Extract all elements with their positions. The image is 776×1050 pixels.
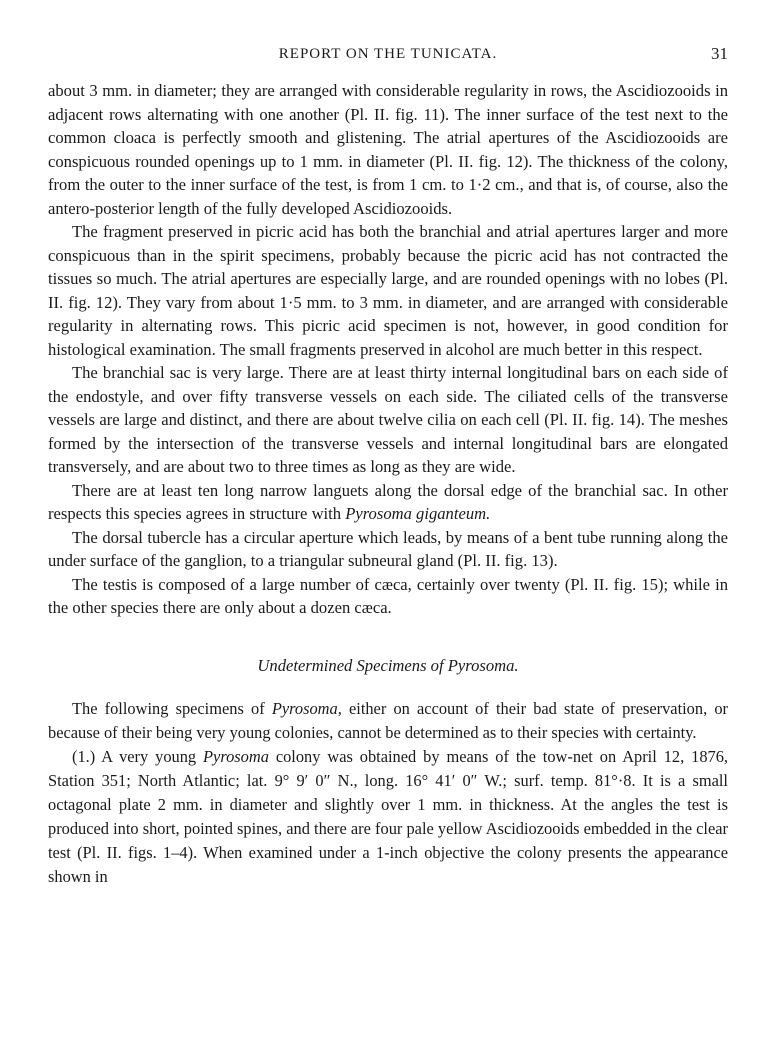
running-head	[48, 44, 728, 66]
section-heading	[48, 654, 728, 678]
paragraph-languets	[48, 479, 728, 526]
species-name: Pyrosoma giganteum.	[345, 504, 491, 523]
specimen-1-text-post: colony was obtained by means of the tow-net on April 12, 1876, Station 351; North Atlantic; lat. 9° 9′ 0″ N., long. 16° 41′ 0″ W.; surf. temp. 81°·8. It is a small octagonal plate 2 mm. in diameter and slightly over 1 mm. in thickness. At the angles the test is produced into short, pointed spines, and there are four pale yellow Ascidiozooids embedded in the clear test (Pl. II. figs. 1–4). When examined under a 1-inch objective the colony presents the appearance shown in	[48, 747, 729, 886]
intro-text-post: either on account of their bad state of preservation, or because of their being very young colonies, cannot be determined as to their species with certainty.	[48, 699, 728, 742]
genus-name: Pyrosoma,	[271, 699, 342, 718]
paragraph-dorsal-tubercle: The dorsal tubercle has a circular aperture which leads, by means of a bent tube running along the under surface of the ganglion, to a triangular subneural gland (Pl. II. fig. 13).	[48, 527, 728, 570]
page-number: 31	[711, 44, 728, 63]
languets-text: There are at least ten long narrow languets along the dorsal edge of the branchial sac. In other respects this species agrees in structure with	[48, 480, 728, 523]
intro-text-pre: The following specimens of	[72, 699, 272, 718]
paragraph-undetermined-intro	[48, 697, 728, 745]
specimen-1-genus: Pyrosoma	[203, 747, 269, 766]
paragraph-testis: The testis is composed of a large number of cæca, certainly over twenty (Pl. II. fig. 15); while in the other species there are only about a dozen cæca.	[48, 574, 728, 617]
paragraph-branchial-sac: The branchial sac is very large. There are at least thirty internal longitudinal bars on each side of the endostyle, and over fifty transverse vessels on each side. The ciliated cells of the transverse vessels are large and distinct, and there are about twelve cilia on each cell (Pl. II. fig. 14). The meshes formed by the intersection of the transverse vessels and internal longitudinal bars are elongated transversely, and are about two to three times as long as they are wide.	[48, 363, 728, 476]
body-text	[48, 79, 728, 889]
paragraph-picric-fragment: The fragment preserved in picric acid has both the branchial and atrial apertures larger and more conspicuous than in the spirit specimens, probably because the picric acid has not contracted the tissues so much. The atrial apertures are especially large, and are rounded openings with no lobes (Pl. II. fig. 12). They vary from about 1·5 mm. to 3 mm. in diameter, and are arranged with considerable regularity in alternating rows. This picric acid specimen is not, however, in good condition for histological examination. The small fragments preserved in alcohol are much better in this respect.	[48, 222, 728, 359]
specimen-1-text-pre: (1.) A very young	[72, 747, 204, 766]
section-heading-text: Undetermined Specimens of	[257, 655, 448, 675]
section-heading-genus: Pyrosoma.	[447, 655, 519, 675]
running-title: REPORT ON THE TUNICATA.	[278, 46, 498, 62]
paragraph-specimen-1	[48, 745, 728, 889]
paragraph-continued: about 3 mm. in diameter; they are arranged with considerable regularity in rows, the Ascidiozooids in adjacent rows alternating with one another (Pl. II. fig. 11). The inner surface of the test next to the common cloaca is perfectly smooth and glistening. The atrial apertures of the Ascidiozooids are conspicuous rounded openings up to 1 mm. in diameter (Pl. II. fig. 12). The thickness of the colony, from the outer to the inner surface of the test, is from 1 cm. to 1·2 cm., and that is, of course, also the antero-posterior length of the fully developed Ascidiozooids.	[48, 81, 728, 218]
